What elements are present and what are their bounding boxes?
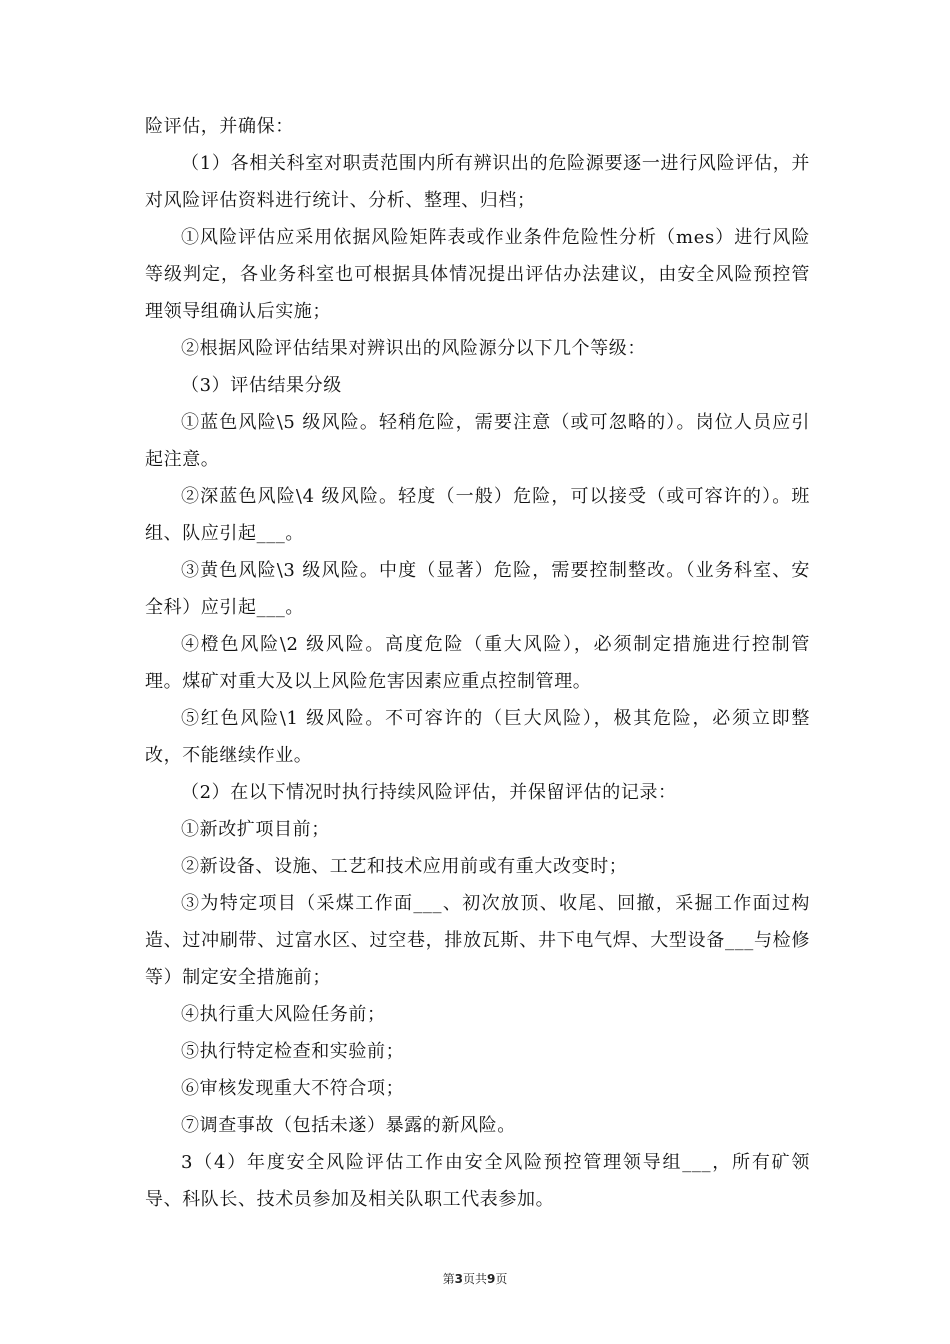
paragraph: ②新设备、设施、工艺和技术应用前或有重大改变时； xyxy=(181,856,628,877)
paragraph: ⑤红色风险\1 级风险。不可容许的（巨大风险），极其危险，必须立即整改，不能继续作业。 xyxy=(145,708,810,766)
paragraph: ③为特定项目（采煤工作面___、初次放顶、收尾、回撤，采掘工作面过构造、过冲刷带、过富水区、过空巷，排放瓦斯、井下电气焊、大型设备___与检修等）制定安全措施前； xyxy=(145,893,810,988)
total-pages-number: 9 xyxy=(487,1272,496,1286)
paragraph: （2）在以下情况时执行持续风险评估，并保留评估的记录： xyxy=(181,782,677,803)
paragraph: ①蓝色风险\5 级风险。轻稍危险，需要注意（或可忽略的）。岗位人员应引起注意。 xyxy=(145,412,810,470)
footer-suffix: 页 xyxy=(495,1272,508,1286)
footer-prefix: 第 xyxy=(442,1272,455,1286)
paragraph: ①新改扩项目前； xyxy=(181,819,330,840)
paragraph: ③黄色风险\3 级风险。中度（显著）危险，需要控制整改。（业务科室、安全科）应引起___。 xyxy=(145,560,810,618)
paragraph: ②根据风险评估结果对辨识出的风险源分以下几个等级： xyxy=(181,338,646,359)
paragraph: ⑤执行特定检查和实验前； xyxy=(181,1041,405,1062)
paragraph: （1）各相关科室对职责范围内所有辨识出的危险源要逐一进行风险评估，并对风险评估资料进行统计、分析、整理、归档； xyxy=(145,153,810,211)
document-body xyxy=(145,108,810,1218)
paragraph: ①风险评估应采用依据风险矩阵表或作业条件危险性分析（mes）进行风险等级判定，各业务科室也可根据具体情况提出评估办法建议，由安全风险预控管理领导组确认后实施； xyxy=(145,227,810,322)
paragraph: ②深蓝色风险\4 级风险。轻度（一般）危险，可以接受（或可容许的）。班组、队应引起___。 xyxy=(145,486,810,544)
paragraph: ④执行重大风险任务前； xyxy=(181,1004,386,1025)
page-footer xyxy=(0,1270,950,1287)
paragraph: ⑦调查事故（包括未遂）暴露的新风险。 xyxy=(181,1115,516,1136)
paragraph: ⑥审核发现重大不符合项； xyxy=(181,1078,405,1099)
footer-middle: 页共 xyxy=(462,1272,487,1286)
current-page-number: 3 xyxy=(454,1272,463,1286)
paragraph: ④橙色风险\2 级风险。高度危险（重大风险），必须制定措施进行控制管理。煤矿对重大及以上风险危害因素应重点控制管理。 xyxy=(145,634,810,692)
paragraph: （3）评估结果分级 xyxy=(181,375,342,396)
paragraph: 险评估，并确保： xyxy=(145,116,294,137)
paragraph: 3（4）年度安全风险评估工作由安全风险预控管理领导组___，所有矿领导、科队长、技术员参加及相关队职工代表参加。 xyxy=(145,1152,810,1210)
